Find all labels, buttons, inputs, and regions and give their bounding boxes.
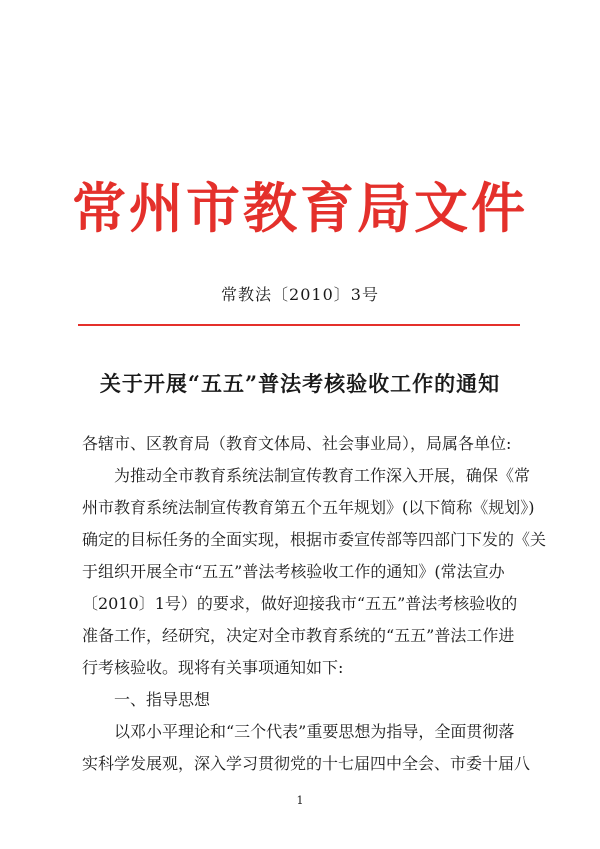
notice-title: 关于开展“五五”普法考核验收工作的通知 <box>99 371 501 396</box>
paragraph-1-line: 〔2010〕1号）的要求，做好迎接我市“五五”普法考核验收的 <box>82 594 518 613</box>
section-1 <box>82 684 531 780</box>
paragraph-2-line: 以邓小平理论和“三个代表”重要思想为指导，全面贯彻落 <box>114 722 515 741</box>
paragraph-1-line: 为推动全市教育系统法制宣传教育工作深入开展，确保《常 <box>114 466 531 485</box>
document-header-title: 常州市教育局文件 <box>72 176 528 240</box>
document-number: 常教法〔2010〕3号 <box>221 285 379 304</box>
section-1-heading: 一、指导思想 <box>114 690 211 709</box>
red-divider-line <box>78 324 520 326</box>
paragraph-1-line: 行考核验收。现将有关事项通知如下: <box>82 658 344 677</box>
paragraph-1-line: 确定的目标任务的全面实现，根据市委宣传部等四部门下发的《关 <box>82 530 547 549</box>
paragraph-1-line: 于组织开展全市“五五”普法考核验收工作的通知》(常法宣办 <box>82 562 505 581</box>
paragraph-1-line: 准备工作，经研究，决定对全市教育系统的“五五”普法工作进 <box>82 626 515 645</box>
page-number: 1 <box>296 794 304 807</box>
paragraph-2-line: 实科学发展观，深入学习贯彻党的十七届四中全会、市委十届八 <box>82 754 531 773</box>
addressee-line: 各辖市、区教育局（教育文体局、社会事业局），局属各单位: <box>82 434 512 453</box>
paragraph-1 <box>82 460 547 684</box>
paragraph-1-line: 州市教育系统法制宣传教育第五个五年规划》(以下简称《规划》) <box>82 498 535 517</box>
